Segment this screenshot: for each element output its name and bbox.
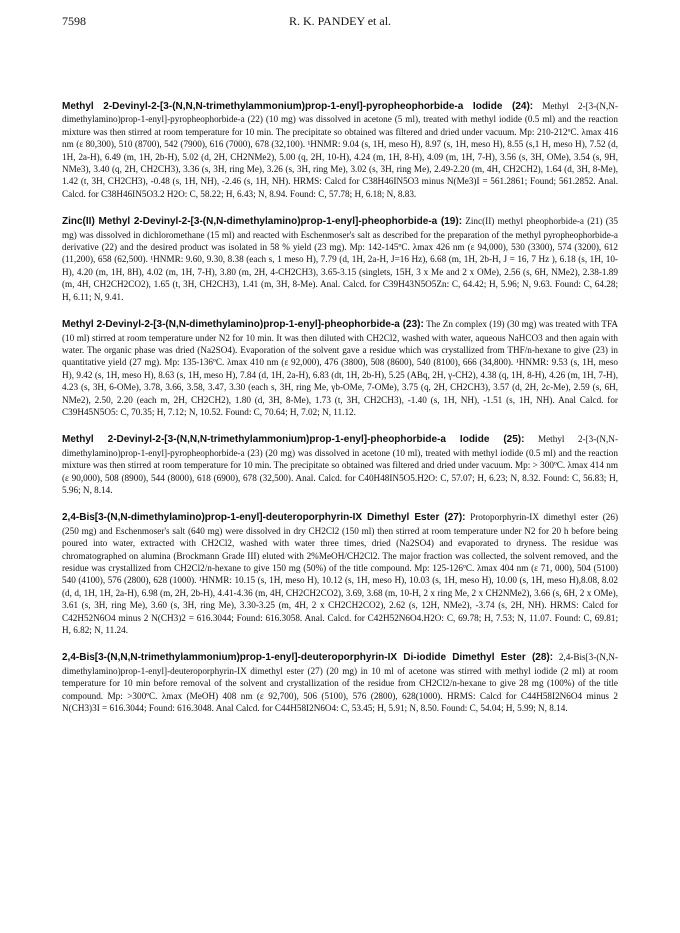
- compound-entry-24: [62, 100, 618, 200]
- running-head: R. K. PANDEY et al.: [288, 14, 392, 28]
- compound-entry-27: [62, 511, 618, 636]
- compound-title: Methyl 2-Devinyl-2-[3-(N,N,N-trimethylammonium)prop-1-enyl]-pheophorbide-a Iodide (25):: [62, 434, 525, 446]
- compound-procedure: Protoporphyrin-IX dimethyl ester (26) (250 mg) and Eschenmoser's salt (640 mg) were dissolved in dry CH2Cl2 (150 ml) then stirred at room temperature under N2 for 20 h before being poured into water, extracted with CH2Cl2, washed with water three times, dried (Na2SO4) and evaporated to dryness. The residue was chromatographed on alumina (Brockmann Grade III) eluted with 2%MeOH/CH2Cl2. The major fraction was collected, the solvent removed, and the residue was crystallized from CH2Cl2/n-hexane to give 150 mg (50%) of the title compound. Mp: 125-126ºC. λmax 404 nm (ε 71, 000), 504 (5100) 540 (4100), 576 (2800), 628 (1000). ¹HNMR: 10.15 (s, 1H, meso H), 10.12 (s, 1H, meso H), 10.03 (s, 1H, meso H), 10.00 (s, 1H, meso H),8.08, 8.02 (d, d, 1H, 1H, 2a-H), 6.98 (m, 2H, 2b-H), 4.41-4.36 (m, 4H, CH2CH2CO2), 3.69, 3.68 (m, 10-H, 2 x ring Me, 2 x CH2NMe2), 3.66 (s, 6H, 2 x OMe), 3.61 (s, 3H, ring Me), 3.60 (s, 3H, ring Me), 3.30-3.25 (m, 4H, 2 x CH2CH2CO2), 2.62 (s, 12H, NMe2), -3.74 (s, 2H, NH). HRMS: Calcd for C42H52N6O4 minus 2 N(CH3)2 = 616.3044; Found: 616.3058. Anal. Calcd. for C42H52N6O4.H2O: C, 69.78; H, 7.53; N, 11.07. Found: C, 69.81; H, 6.82; N, 11.24.: [62, 512, 618, 636]
- compound-procedure: 2,4-Bis[3-(N,N-dimethylamino)prop-1-enyl]-deuteroporphyrin-IX dimethyl ester (27) (20 mg) in 10 ml of acetone was stirred with methyl iodide (2 ml) at room temperature for 10 min before removal of the solvent and crystallization of the residue from CH2Cl2/n-hexane to give 28 mg (100%) of the title compound. Mp: >300ºC. λmax (MeOH) 408 nm (ε 92,700), 506 (5100), 576 (2800), 628(1000). HRMS: Calcd for C44H58I2N6O4 minus 2 N(CH3)3I = 616.3044; Found: 616.3048. Anal Calcd. for C44H58I2N6O4: C, 53.45; H, 5.91; N, 8.50. Found: C, 54.04; H, 5.99; N, 8.14.: [62, 652, 619, 714]
- compound-title: 2,4-Bis[3-(N,N,N-trimethylammonium)prop-1-enyl]-deuteroporphyrin-IX Di-iodide Dimethyl Ester (28):: [62, 652, 554, 664]
- compound-entry-28: [62, 651, 618, 714]
- compound-procedure: The Zn complex (19) (30 mg) was treated with TFA (10 ml) stirred at room temperature under N2 for 10 min. It was then diluted with CH2Cl2, washed with water, aqueous NaHCO3 and then again with water. The organic phase was dried (Na2SO4). Evaporation of the solvent gave a residue which was crystallized from THF/n-hexane to give (23) in quantitative yield (27 mg). Mp: 135-136ºC. λmax 410 nm (ε 92,000), 476 (3800), 508 (8600), 540 (8100), 666 (34,800). ¹HNMR: 9.53 (s, 1H, meso H), 9.42 (s, 1H, meso H), 8.63 (s, 1H, meso H), 7.84 (d, 1H, 2a-H), 6.83 (dt, 1H, 2b-H), 5.25 (ABq, 2H, γ-CH2), 4.38 (q, 1H, 8-H), 4.26 (m, 1H, 7-H), 4.23 (s, 3H, 6-OMe), 3.78, 3.66, 3.58, 3.47, 3.30 (each s, 3H, ring Me, γb-OMe, 7-OMe), 3.75 (q, 2H, CH2CH3), 3.57 (d, 2H, 2c-Me), 2.59 (s, 6H, NMe2), 2.50, 2.20 (each m, 2H, CH2CH2), 1.80 (d, 3H, 8-Me), 1.73 (t, 3H, CH2CH3), -1.40 (s, 1H, NH), -1.51 (s, 1H, NH). Anal Calcd. for C39H45N5O5: C, 70.35; H, 7.12; N, 10.52. Found: C, 70.64; H, 7.02; N, 11.12.: [62, 319, 619, 417]
- compound-entry-23: [62, 318, 618, 418]
- compound-title: Zinc(II) Methyl 2-Devinyl-2-[3-(N,N-dimethylamino)prop-1-enyl]-pheophorbide-a (19):: [62, 216, 463, 228]
- compound-title: 2,4-Bis[3-(N,N-dimethylamino)prop-1-enyl]-deuteroporphyrin-IX Dimethyl Ester (27):: [62, 512, 466, 524]
- compound-entry-25: [62, 433, 618, 496]
- page-number: 7598: [62, 14, 86, 28]
- page-header: [62, 14, 618, 32]
- experimental-section: [62, 100, 618, 729]
- compound-procedure: Methyl 2-[3-(N,N-dimethylamino)prop-1-enyl]-pyropheophorbide-a (23) (20 mg) was dissolved in acetone (10 ml), treated with methyl iodide (0.5 ml) and the reaction mixture was then stirred at room temperature for 10 min. The precipitate so obtained was filtered and dried under vacuum. Mp: > 300ºC. λmax 414 nm (ε 90,000), 508 (8900), 544 (8000), 618 (6900), 678 (32,500). Anal. Calcd. for C40H48IN5O5.H2O: C, 57.07; H, 6.23; N, 8.32. Found: C, 56.83; H, 5.96; N, 8.14.: [62, 434, 619, 495]
- compound-title: Methyl 2-Devinyl-2-[3-(N,N-dimethylamino)prop-1-enyl]-pheophorbide-a (23):: [62, 319, 424, 331]
- compound-title: Methyl 2-Devinyl-2-[3-(N,N,N-trimethylammonium)prop-1-enyl]-pyropheophorbide-a Iodide (24):: [62, 101, 534, 112]
- compound-procedure: Zinc(II) methyl pheophorbide-a (21) (35 mg) was dissolved in dichloromethane (15 ml) and reacted with Eschenmoser's salt as described for the preparation of the methyl pyropheophorbide-a derivative (22) and the desired product was isolated in 58 % yield (23 mg). Mp: 142-145ºC. λmax 426 nm (ε 94,000), 530 (3300), 574 (3200), 612 (11,200), 658 (62,500). ¹HNMR: 9.60, 9.30, 8.38 (each s, 1 meso H), 7.79 (d, 1H, 2a-H, J=16 Hz), 6.68 (m, 1H, 2b-H, J = 16, 7 Hz ), 6.18 (s, 1H, 10-H), 4.20 (m, 1H, 8H), 4.02 (m, 1H, 7-H), 3.80 (m, 2H, 4-CH2CH3), 3.65-3.15 (singlets, 15H, 3 x Me and 2 x OMe), 2.56 (s, 6H, NMe2), 2.38-1.89 (m, 4H, CH2CH2CO2), 1.65 (t, 3H, CH2CH3), 1.41 (m, 3H, 8-Me). Anal. Calcd. for C39H43N5O5Zn: C, 64.42; H, 5.96; N, 9.63. Found: C, 64.28; H, 6.11; N, 9.41.: [62, 216, 618, 302]
- compound-procedure: Methyl 2-[3-(N,N-dimethylamino)prop-1-enyl]-pyropheophorbide-a (22) (10 mg) was dissolved in acetone (5 ml), treated with methyl iodide (0.5 ml) and the reaction mixture was then stirred at room temperature for 10 min. The precipitate so obtained was filtered and dried under vacuum. Mp: 210-212ºC. λmax 416 nm (ε 80,300), 510 (8700), 542 (7900), 616 (7000), 678 (32,100). ¹HNMR: 9.04 (s, 1H, meso H), 8.97 (s, 1H, meso H), 8.55 (s,1 H, meso H), 7.52 (d, 1H, 2a-H), 6.49 (m, 1H, 2b-H), 5.02 (d, 2H, CH2NMe2), 5.00 (q, 2H, 10-H), 4.24 (m, 1H, 8-H), 4.09 (m, 1H, 7-H), 3.56 (s, 3H, OMe), 3.54 (s, 9H, NMe3), 3.40 (q, 2H, CH2CH3), 3.36 (s, 3H, ring Me), 3.26 (s, 3H, ring Me), 3.02 (s, 3H, ring Me), 2.49-2.20 (m, 4H, CH2CH2), 1.64 (d, 3H, 8-Me), 1.42 (t, 3H, CH2CH3), -0.48 (s, 1H, NH), -2.46 (s, 1H, NH). HRMS: Calcd for C38H46IN5O3 minus N(Me3)I = 561.2861; Found; 561.2852. Anal. Calcd. for C38H46IN5O3.2 H2O: C, 58.22; H, 6.43; N, 8.94. Found: C, 57.78; H, 6.18; N, 8.83.: [62, 101, 618, 199]
- compound-entry-19: [62, 215, 618, 303]
